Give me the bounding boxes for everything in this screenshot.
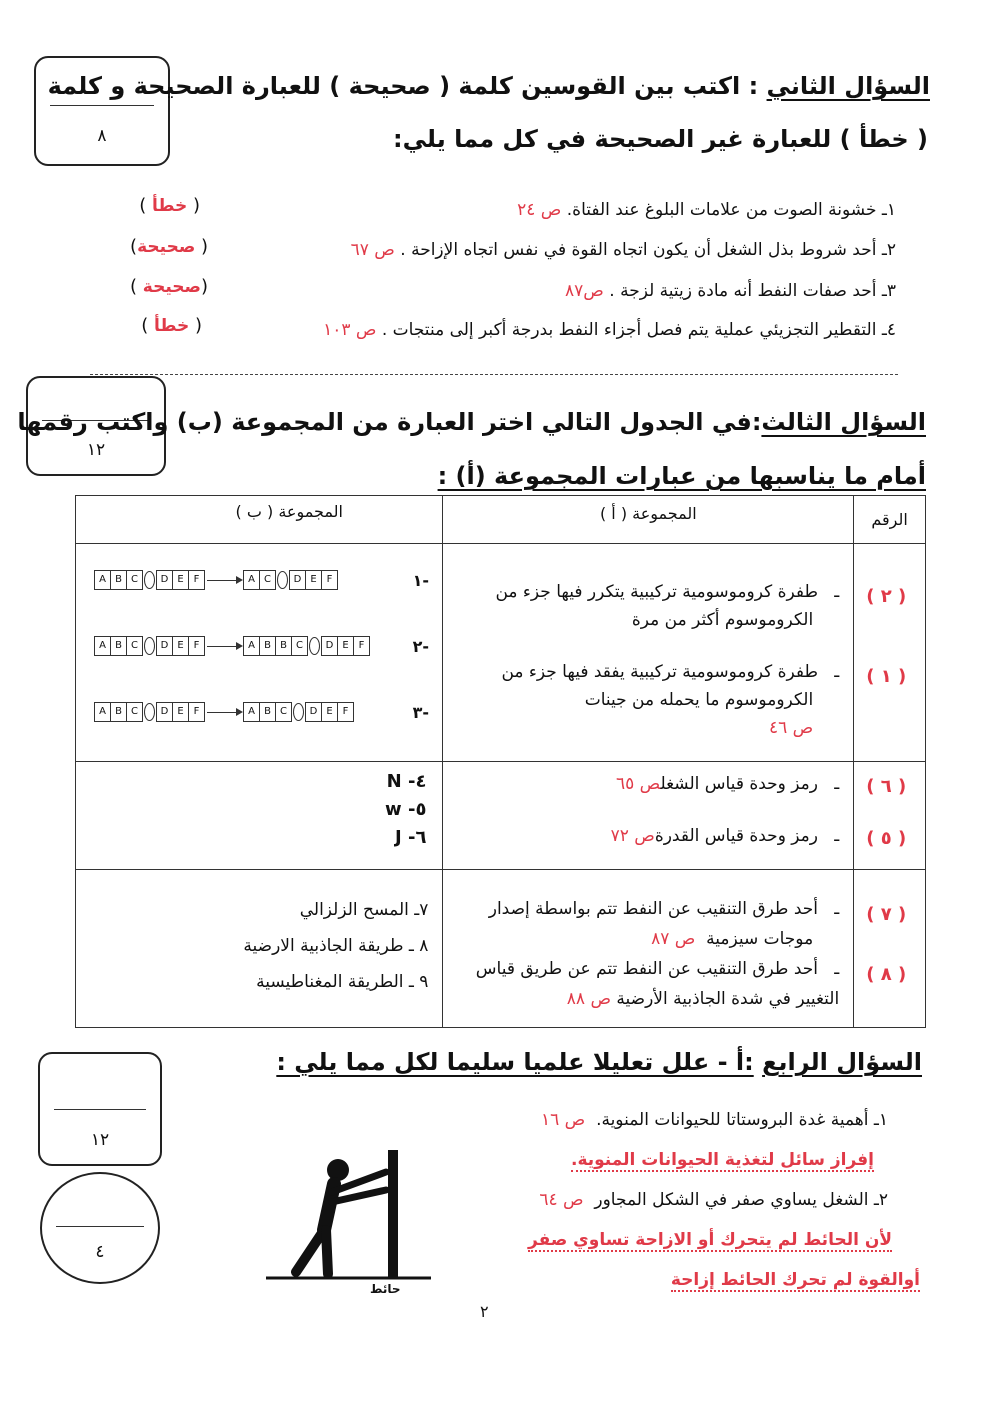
q2-instruction: : اكتب بين القوسين كلمة ( صحيحة ) للعبارة الصحيحة و كلمة [47, 72, 759, 100]
q2-answer-4: ( خطأ ) [141, 315, 202, 336]
method-option: ٩ ـ الطريقة المغناطيسية [256, 972, 429, 992]
score-box-q2: ٨ [34, 56, 170, 166]
q3-heading-line2: أمام ما يناسبها من عبارات المجموعة (أ) : [437, 462, 926, 490]
centromere [309, 637, 320, 655]
table-header-row [76, 496, 926, 544]
page-number: ٢ [480, 1302, 489, 1321]
q3-title: السؤال الثالث [761, 408, 926, 436]
q2-answer-2: ( صحيحة) [130, 236, 208, 257]
unit-option: ٦- J [394, 827, 427, 848]
table-row [76, 762, 926, 870]
q2-heading-line1 [47, 72, 930, 100]
unit-option: ٥- w [385, 799, 427, 820]
row1-num [854, 544, 926, 762]
mutated-chromosome: A B C D E F [243, 702, 354, 722]
matching-table [75, 495, 926, 1028]
row1-a-item1: ـ طفرة كروموسومية تركيبية يتكرر فيها جزء من الكروموسوم أكثر من مرة [495, 582, 840, 630]
row3-num [854, 870, 926, 1028]
front-leg [326, 1230, 328, 1274]
q2-title: السؤال الثاني [766, 72, 930, 100]
arrow-icon [207, 580, 241, 581]
row1-num-1: ( ٢ ) [866, 586, 907, 607]
header-num: الرقم [854, 496, 926, 544]
q2-item: ٤ـ التقطير التجزيئي عملية يتم فصل أجزاء النفط بدرجة أكبر إلى منتجات . ص ١٠٣ [323, 320, 896, 340]
header-group-a: المجموعة ( أ ) [443, 496, 854, 544]
back-leg [296, 1230, 324, 1272]
row3-group-a [443, 870, 854, 1028]
row2-group-a [443, 762, 854, 870]
q4-item2: ٢ـ الشغل يساوي صفر في الشكل المجاور ص ٦٤ [539, 1190, 888, 1210]
arrow-icon [207, 646, 241, 647]
row1-a-item2: ـ طفرة كروموسومية تركيبية يفقد فيها جزء من الكروموسوم ما يحمله من جينات ص ٤٦ [501, 662, 840, 738]
q3-heading-line1: السؤال الثالث:في الجدول التالي اختر العبارة من المجموعة (ب) واكتب رقمها [17, 408, 926, 436]
q2-heading-line2: ( خطأ ) للعبارة غير الصحيحة في كل مما يلي: [393, 125, 928, 153]
q4-title: السؤال الرابع [762, 1048, 922, 1076]
method-option: ٨ ـ طريقة الجاذبية الارضية [243, 936, 429, 956]
row2-num-2: ( ٥ ) [866, 828, 907, 849]
wall-label: حائط [370, 1282, 401, 1296]
table-row [76, 544, 926, 762]
header-group-b: المجموعة ( ب ) [76, 496, 443, 544]
score-box-q3: ١٢ [26, 376, 166, 476]
section-separator [90, 374, 898, 375]
option-label: ٣- [412, 702, 429, 722]
q2-answer-3: (صحيحة ) [130, 276, 208, 297]
score-box-q4b: ٤ [40, 1172, 160, 1284]
row3-num-1: ( ٧ ) [866, 904, 907, 925]
centromere [144, 637, 155, 655]
person-pushing-wall-figure [266, 1150, 436, 1290]
row3-a-item2: ـ أحد طرق التنقيب عن النفط تتم عن طريق قياس التغيير في شدة الجاذبية الأرضية ص ٨٨ [475, 959, 840, 1009]
head [327, 1159, 349, 1181]
option-label: ١- [412, 570, 429, 590]
centromere [293, 703, 304, 721]
q4-heading: السؤال الرابع :أ - علل تعليلا علميا سليما لكل مما يلي : [276, 1048, 922, 1076]
arrow-icon [207, 712, 241, 713]
q4-item1-answer: إفراز سائل لتغذية الحيوانات المنوية. [570, 1150, 874, 1170]
chromosome-diagram [94, 570, 429, 590]
row2-num [854, 762, 926, 870]
original-chromosome: A B C D E F [94, 702, 205, 722]
centromere [144, 571, 155, 589]
q4-item2-answer2: أوالقوة لم تحرك الحائط إزاحة [670, 1270, 920, 1290]
original-chromosome: A B C D E F [94, 570, 205, 590]
unit-option: ٤- N [386, 771, 427, 792]
row3-num-2: ( ٨ ) [866, 964, 907, 985]
mutated-chromosome: A B B C D E F [243, 636, 370, 656]
row2-a-item1: ـ رمز وحدة قياس الشغلص ٦٥ [615, 774, 840, 794]
mutated-chromosome: A C D E F [243, 570, 338, 590]
row2-group-b [76, 762, 443, 870]
q4-item2-answer1: لأن الحائط لم يتحرك أو الازاحة تساوي صفر [528, 1230, 892, 1250]
q2-answer-1: ( خطأ ) [139, 195, 200, 216]
original-chromosome: A B C D E F [94, 636, 205, 656]
row2-a-item2: ـ رمز وحدة قياس القدرةص ٧٢ [610, 826, 840, 846]
chromosome-diagram [94, 636, 429, 656]
row1-group-a [443, 544, 854, 762]
row3-group-b [76, 870, 443, 1028]
q2-item: ٢ـ أحد شروط بذل الشغل أن يكون اتجاه القوة في نفس اتجاه الإزاحة . ص ٦٧ [350, 240, 896, 260]
row1-group-b [76, 544, 443, 762]
method-option: ٧ـ المسح الزلزالي [299, 900, 429, 920]
q4-item1: ١ـ أهمية غدة البروستاتا للحيوانات المنوية. ص ١٦ [541, 1110, 888, 1130]
row2-num-1: ( ٦ ) [866, 776, 907, 797]
score-box-q4a: ١٢ [38, 1052, 162, 1166]
option-label: ٢- [412, 636, 429, 656]
q2-item: ٣ـ أحد صفات النفط أنه مادة زيتية لزجة . ص٨٧ [565, 281, 896, 301]
table-row [76, 870, 926, 1028]
chromosome-diagram [94, 702, 429, 722]
centromere [144, 703, 155, 721]
q2-item: ١ـ خشونة الصوت من علامات البلوغ عند الفتاة. ص ٢٤ [517, 200, 896, 220]
wall [388, 1150, 398, 1278]
row3-a-item1: ـ أحد طرق التنقيب عن النفط تتم بواسطة إصدار موجات سيزمية ص ٨٧ [488, 899, 840, 949]
centromere [277, 571, 288, 589]
row1-num-2: ( ١ ) [866, 666, 907, 687]
